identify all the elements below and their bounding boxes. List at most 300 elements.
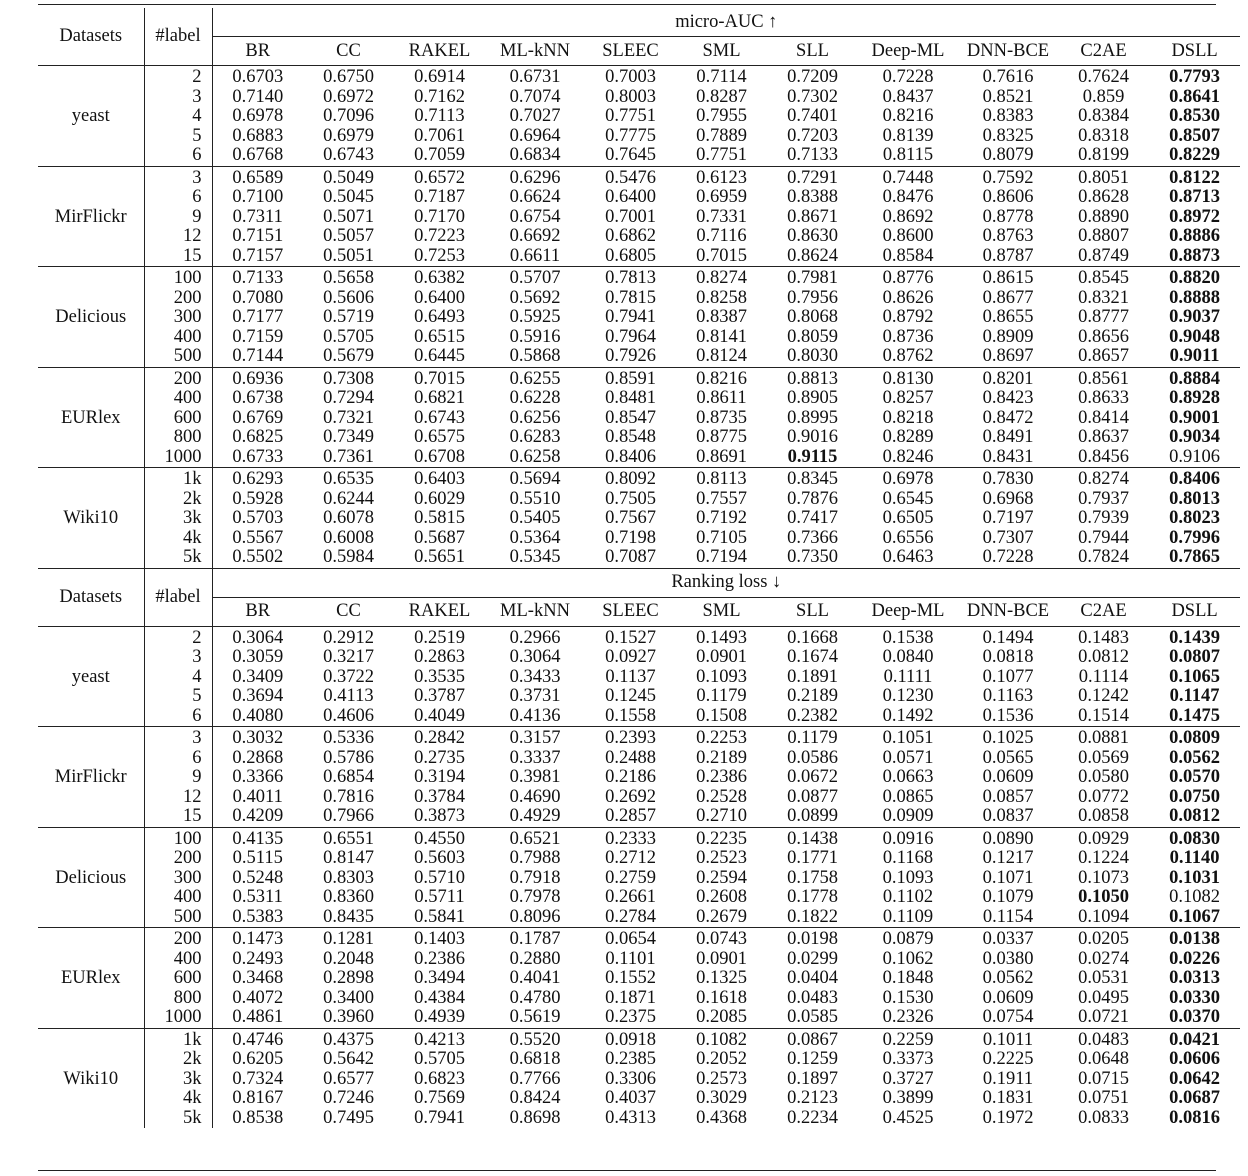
dataset-name: Delicious (38, 267, 144, 368)
value-cell: 0.5510 (509, 489, 561, 509)
value-cell: 0.8677 (982, 288, 1034, 308)
value-cell: 0.8692 (882, 207, 934, 227)
label-count-cell: 1000 (144, 448, 212, 468)
label-count-cell: 200 (144, 849, 212, 869)
value-cell: 0.0833 (1078, 1108, 1129, 1128)
value-cell: 0.0807 (1169, 648, 1220, 667)
label-count-cell: 400 (144, 888, 212, 908)
value-cell: 0.7246 (323, 1089, 374, 1108)
table-row (38, 928, 1240, 950)
value-cell: 0.1109 (882, 907, 934, 927)
table-row (38, 188, 1240, 208)
value-cell: 0.6743 (414, 408, 465, 428)
value-cell: 0.5336 (303, 727, 394, 749)
value-cell: 0.6521 (485, 827, 585, 849)
value-cell: 0.1111 (883, 667, 933, 687)
value-cell: 0.0816 (1169, 1108, 1220, 1128)
table-row (38, 626, 1240, 648)
value-cell: 0.1245 (605, 687, 656, 706)
value-cell: 0.3433 (509, 667, 561, 687)
table-row (38, 208, 1240, 228)
value-cell: 0.4384 (414, 988, 465, 1008)
value-cell: 0.7816 (323, 787, 374, 807)
value-cell: 0.0205 (1058, 928, 1149, 950)
value-cell: 0.7830 (958, 468, 1058, 490)
value-cell: 0.8476 (882, 188, 934, 207)
label-count-cell: 3 (144, 727, 212, 749)
value-cell: 0.7209 (767, 66, 858, 88)
value-cell: 0.1439 (1149, 626, 1240, 648)
table-row (38, 448, 1240, 468)
table-row (38, 749, 1240, 769)
value-cell: 0.3981 (509, 768, 561, 787)
value-cell: 0.8437 (882, 87, 934, 107)
value-cell: 0.8713 (1169, 188, 1220, 207)
value-cell: 0.2898 (323, 969, 374, 988)
value-cell: 0.5364 (509, 528, 561, 548)
value-cell: 0.8456 (1078, 447, 1129, 467)
value-cell: 0.5248 (232, 868, 284, 888)
value-cell: 0.5057 (323, 227, 374, 246)
method-header: BR (245, 601, 271, 621)
value-cell: 0.1077 (982, 667, 1034, 687)
value-cell: 0.8641 (1169, 87, 1220, 107)
value-cell: 0.0901 (696, 949, 747, 969)
value-cell: 0.8424 (509, 1089, 561, 1108)
table-row (38, 668, 1240, 688)
value-cell: 0.4049 (414, 706, 465, 726)
table-row (38, 849, 1240, 869)
value-cell: 0.6768 (232, 146, 284, 165)
value-cell: 0.8122 (1149, 166, 1240, 188)
value-cell: 0.4080 (232, 706, 284, 726)
table-row (38, 1050, 1240, 1070)
value-cell: 0.5476 (585, 166, 676, 188)
value-cell: 0.8388 (787, 188, 838, 207)
value-cell: 0.3722 (323, 667, 374, 687)
value-cell: 0.8909 (982, 327, 1034, 347)
value-cell: 0.5687 (414, 528, 465, 548)
value-cell: 0.1242 (1078, 687, 1129, 706)
value-cell: 0.6821 (414, 389, 465, 408)
value-cell: 0.4011 (232, 787, 283, 807)
value-cell: 0.6733 (232, 447, 284, 467)
value-cell: 0.2259 (858, 1028, 958, 1050)
value-cell: 0.7116 (696, 227, 747, 246)
dataset-name: MirFlickr (38, 727, 144, 828)
value-cell: 0.1217 (982, 849, 1034, 868)
value-cell: 0.8538 (232, 1108, 284, 1128)
value-cell: 0.1093 (882, 868, 934, 888)
dataset-name: yeast (38, 66, 144, 167)
value-cell: 0.1473 (212, 928, 303, 950)
value-cell: 0.0879 (858, 928, 958, 950)
value-cell: 0.7080 (232, 288, 284, 308)
table-row (38, 247, 1240, 267)
table-row (38, 490, 1240, 510)
value-cell: 0.1483 (1058, 626, 1149, 648)
value-cell: 0.5603 (414, 849, 465, 868)
value-cell: 0.6382 (394, 267, 485, 289)
value-cell: 0.6123 (676, 166, 767, 188)
label-count-cell: 5k (144, 548, 212, 568)
value-cell: 0.7105 (696, 528, 747, 548)
value-cell: 0.1536 (982, 706, 1034, 726)
value-cell: 0.2375 (605, 1008, 656, 1027)
value-cell: 0.7324 (232, 1069, 284, 1089)
value-cell: 0.2333 (585, 827, 676, 849)
value-cell: 0.2253 (676, 727, 767, 749)
value-cell: 0.5502 (232, 548, 284, 567)
value-cell: 0.5051 (323, 246, 374, 266)
value-cell: 0.0226 (1169, 949, 1220, 969)
value-cell: 0.5311 (232, 888, 283, 907)
value-cell: 0.1114 (1078, 667, 1129, 687)
value-cell: 0.5383 (232, 907, 284, 927)
value-cell: 0.3029 (696, 1089, 747, 1108)
value-cell: 0.8258 (696, 288, 747, 308)
value-cell: 0.7061 (414, 126, 465, 146)
value-cell: 0.2710 (696, 807, 747, 826)
value-cell: 0.7192 (696, 509, 747, 528)
value-cell: 0.2661 (605, 888, 656, 907)
value-cell: 0.2523 (696, 849, 747, 868)
value-cell: 0.8777 (1078, 308, 1129, 327)
value-cell: 0.5841 (414, 907, 465, 927)
section-header-row (38, 8, 1240, 37)
value-cell: 0.5345 (509, 548, 561, 567)
value-cell: 0.8735 (696, 408, 747, 428)
value-cell: 0.2326 (882, 1008, 934, 1027)
table-row (38, 367, 1240, 389)
value-cell: 0.1230 (882, 687, 934, 706)
value-cell: 0.7194 (696, 548, 747, 567)
value-cell: 0.7133 (787, 146, 838, 165)
value-cell: 0.7505 (605, 489, 656, 509)
value-cell: 0.0609 (982, 988, 1034, 1008)
value-cell: 0.4606 (323, 706, 374, 726)
value-cell: 0.6572 (394, 166, 485, 188)
value-cell: 0.8079 (982, 146, 1034, 165)
value-cell: 0.3468 (232, 969, 284, 988)
value-cell: 0.8051 (1058, 166, 1149, 188)
value-cell: 0.8096 (509, 907, 561, 927)
value-cell: 0.1618 (696, 988, 747, 1008)
value-cell: 0.7865 (1169, 548, 1220, 567)
table-row (38, 267, 1240, 289)
value-cell: 0.1558 (605, 706, 656, 726)
value-cell: 0.8216 (882, 107, 934, 126)
value-cell: 0.5868 (509, 347, 561, 366)
method-header: RAKEL (408, 601, 471, 621)
value-cell: 0.5567 (232, 528, 284, 548)
value-cell: 0.8600 (882, 227, 934, 246)
metric-title: micro-AUC ↑ (212, 8, 1240, 37)
value-cell: 0.6818 (509, 1050, 561, 1069)
value-cell: 0.9001 (1169, 408, 1220, 428)
value-cell: 0.8201 (958, 367, 1058, 389)
value-cell: 0.1831 (982, 1089, 1034, 1108)
table-row (38, 768, 1240, 788)
value-cell: 0.6611 (509, 246, 561, 266)
value-cell: 0.6692 (509, 227, 561, 246)
value-cell: 0.5786 (323, 748, 374, 768)
value-cell: 0.7417 (787, 509, 838, 528)
value-cell: 0.2679 (696, 907, 747, 927)
value-cell: 0.8059 (787, 327, 838, 347)
value-cell: 0.2235 (676, 827, 767, 849)
method-header: Deep-ML (871, 40, 945, 61)
label-count-cell: 4k (144, 529, 212, 549)
value-cell: 0.7616 (958, 66, 1058, 88)
value-cell: 0.6256 (509, 408, 561, 428)
value-cell: 0.1168 (882, 849, 934, 868)
label-count-cell: 2k (144, 1050, 212, 1070)
value-cell: 0.0772 (1078, 787, 1129, 807)
label-count-cell: 1k (144, 1028, 212, 1050)
value-cell: 0.7361 (323, 447, 374, 467)
value-cell: 0.1179 (696, 687, 747, 706)
table-row (38, 1008, 1240, 1028)
table-row (38, 88, 1240, 108)
value-cell: 0.1082 (676, 1028, 767, 1050)
value-cell: 0.0890 (958, 827, 1058, 849)
label-count-cell: 12 (144, 227, 212, 247)
value-cell: 0.3873 (414, 807, 465, 826)
value-cell: 0.1067 (1169, 907, 1220, 927)
value-cell: 0.8671 (787, 207, 838, 227)
value-cell: 0.6515 (414, 327, 465, 347)
table-row (38, 389, 1240, 409)
method-header: SLEEC (602, 601, 659, 621)
value-cell: 0.1101 (605, 949, 656, 969)
value-cell: 0.0606 (1169, 1050, 1220, 1069)
value-cell: 0.7401 (787, 107, 838, 126)
value-cell: 0.7939 (1078, 509, 1129, 528)
value-cell: 0.1911 (982, 1069, 1034, 1089)
value-cell: 0.0818 (982, 648, 1034, 667)
value-cell: 0.7114 (676, 66, 767, 88)
value-cell: 0.6854 (323, 768, 374, 787)
value-cell: 0.1079 (982, 888, 1034, 907)
value-cell: 0.8345 (767, 468, 858, 490)
value-cell: 0.3960 (323, 1008, 374, 1027)
value-cell: 0.3784 (414, 787, 465, 807)
value-cell: 0.7307 (982, 528, 1034, 548)
value-cell: 0.7198 (605, 528, 656, 548)
label-count-cell: 500 (144, 347, 212, 367)
value-cell: 0.8068 (787, 308, 838, 327)
value-cell: 0.0916 (858, 827, 958, 849)
value-cell: 0.6964 (509, 126, 561, 146)
value-cell: 0.8928 (1169, 389, 1220, 408)
value-cell: 0.8995 (787, 408, 838, 428)
results-table-container (38, 8, 1220, 1128)
value-cell: 0.8873 (1169, 246, 1220, 266)
value-cell: 0.7955 (696, 107, 747, 126)
label-count-header: #label (144, 8, 212, 66)
value-cell: 0.1475 (1169, 706, 1220, 726)
value-cell: 0.3064 (212, 626, 303, 648)
table-row (38, 888, 1240, 908)
value-cell: 0.8820 (1149, 267, 1240, 289)
value-cell: 0.8139 (882, 126, 934, 146)
table-row (38, 969, 1240, 989)
value-cell: 0.2912 (303, 626, 394, 648)
value-cell: 0.2393 (585, 727, 676, 749)
value-cell: 0.1093 (696, 667, 747, 687)
value-cell: 0.7918 (509, 868, 561, 888)
value-cell: 0.9037 (1169, 308, 1220, 327)
value-cell: 0.0865 (882, 787, 934, 807)
value-cell: 0.0840 (882, 648, 934, 667)
value-cell: 0.7140 (232, 87, 284, 107)
value-cell: 0.9016 (787, 428, 838, 447)
method-header: CC (336, 40, 361, 61)
table-top-rule (38, 4, 1216, 5)
value-cell: 0.6914 (394, 66, 485, 88)
value-cell: 0.2225 (982, 1050, 1034, 1069)
value-cell: 0.7966 (323, 807, 374, 826)
value-cell: 0.1508 (696, 706, 747, 726)
value-cell: 0.7144 (232, 347, 284, 366)
value-cell: 0.7151 (232, 227, 284, 246)
label-count-cell: 9 (144, 768, 212, 788)
value-cell: 0.0571 (882, 748, 934, 768)
label-count-cell: 9 (144, 208, 212, 228)
value-cell: 0.8530 (1169, 107, 1220, 126)
method-header: SLEEC (602, 40, 659, 61)
label-count-cell: 200 (144, 289, 212, 309)
value-cell: 0.9048 (1169, 327, 1220, 347)
value-cell: 0.2594 (696, 868, 747, 888)
value-cell: 0.3494 (414, 969, 465, 988)
value-cell: 0.5705 (414, 1050, 465, 1069)
value-cell: 0.7059 (414, 146, 465, 165)
value-cell: 0.0857 (982, 787, 1034, 807)
value-cell: 0.8591 (585, 367, 676, 389)
value-cell: 0.5984 (323, 548, 374, 567)
value-cell: 0.6205 (232, 1050, 284, 1069)
value-cell: 0.6589 (212, 166, 303, 188)
value-cell: 0.8406 (1149, 468, 1240, 490)
value-cell: 0.2048 (323, 949, 374, 969)
value-cell: 0.2385 (605, 1050, 656, 1069)
value-cell: 0.0648 (1078, 1050, 1129, 1069)
value-cell: 0.5606 (323, 288, 374, 308)
value-cell: 0.5710 (414, 868, 465, 888)
value-cell: 0.2966 (485, 626, 585, 648)
value-cell: 0.8507 (1169, 126, 1220, 146)
value-cell: 0.4136 (509, 706, 561, 726)
table-row (38, 648, 1240, 668)
value-cell: 0.1552 (605, 969, 656, 988)
value-cell: 0.4861 (232, 1008, 284, 1027)
value-cell: 0.8611 (696, 389, 747, 408)
value-cell: 0.8763 (982, 227, 1034, 246)
value-cell: 0.6972 (323, 87, 374, 107)
value-cell: 0.8257 (882, 389, 934, 408)
value-cell: 0.4746 (212, 1028, 303, 1050)
value-cell: 0.8246 (882, 447, 934, 467)
value-cell: 0.8141 (696, 327, 747, 347)
value-cell: 0.8886 (1169, 227, 1220, 246)
value-cell: 0.0565 (982, 748, 1034, 768)
method-header: SML (702, 601, 741, 621)
table-row (38, 328, 1240, 348)
value-cell: 0.6008 (323, 528, 374, 548)
value-cell: 0.2880 (509, 949, 561, 969)
value-cell: 0.8303 (323, 868, 374, 888)
value-cell: 0.8697 (982, 347, 1034, 366)
value-cell: 0.8637 (1078, 428, 1129, 447)
value-cell: 0.0380 (982, 949, 1034, 969)
value-cell: 0.1538 (858, 626, 958, 648)
value-cell: 0.6978 (232, 107, 284, 126)
label-count-cell: 600 (144, 409, 212, 429)
value-cell: 0.1011 (958, 1028, 1058, 1050)
value-cell: 0.7197 (982, 509, 1034, 528)
value-cell: 0.7775 (605, 126, 656, 146)
label-count-cell: 3 (144, 648, 212, 668)
value-cell: 0.3032 (212, 727, 303, 749)
value-cell: 0.5405 (509, 509, 561, 528)
value-cell: 0.7813 (585, 267, 676, 289)
method-header: DNN-BCE (966, 601, 1050, 621)
value-cell: 0.0654 (585, 928, 676, 950)
value-cell: 0.8360 (323, 888, 374, 907)
value-cell: 0.7001 (605, 207, 656, 227)
value-cell: 0.8624 (787, 246, 838, 266)
value-cell: 0.1822 (787, 907, 838, 927)
value-cell: 0.6029 (414, 489, 465, 509)
dataset-name: Wiki10 (38, 1028, 144, 1128)
value-cell: 0.1050 (1078, 888, 1129, 907)
label-count-cell: 3k (144, 509, 212, 529)
value-cell: 0.7941 (414, 1108, 465, 1128)
value-cell: 0.5049 (303, 166, 394, 188)
value-cell: 0.0899 (787, 807, 838, 826)
value-cell: 0.6624 (509, 188, 561, 207)
value-cell: 0.7223 (414, 227, 465, 246)
value-cell: 0.1140 (1169, 849, 1220, 868)
method-header: SLL (796, 601, 829, 621)
value-cell: 0.8115 (882, 146, 934, 165)
value-cell: 0.6493 (414, 308, 465, 327)
value-cell: 0.6283 (509, 428, 561, 447)
table-row (38, 687, 1240, 707)
value-cell: 0.7096 (323, 107, 374, 126)
value-cell: 0.8778 (982, 207, 1034, 227)
section-header-row (38, 568, 1240, 597)
table-row (38, 1070, 1240, 1090)
label-count-cell: 800 (144, 989, 212, 1009)
value-cell: 0.9034 (1169, 428, 1220, 447)
value-cell: 0.2052 (696, 1050, 747, 1069)
method-header: SML (702, 40, 741, 61)
label-count-cell: 4 (144, 107, 212, 127)
label-count-cell: 2 (144, 66, 212, 88)
value-cell: 0.5694 (485, 468, 585, 490)
value-cell: 0.7302 (787, 87, 838, 107)
value-cell: 0.1758 (787, 868, 838, 888)
value-cell: 0.8423 (982, 389, 1034, 408)
value-cell: 0.8656 (1078, 327, 1129, 347)
method-header: C2AE (1080, 601, 1127, 621)
value-cell: 0.3899 (882, 1089, 934, 1108)
value-cell: 0.4213 (394, 1028, 485, 1050)
value-cell: 0.7981 (767, 267, 858, 289)
